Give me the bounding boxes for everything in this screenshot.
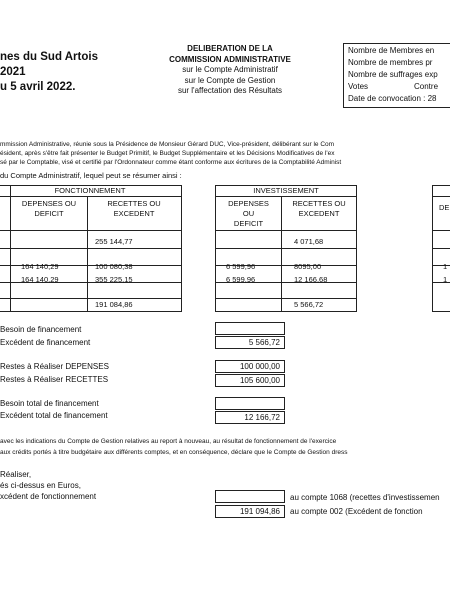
- excedent-total-label: Excédent total de financement: [0, 411, 108, 420]
- intro-line: ésident, après s'être fait présenter le Budget Primitif, le Budget Supplémentaire et les Décisions Modificatives de l'ex: [0, 150, 335, 157]
- investissement-table: [215, 185, 357, 312]
- title-line: sur le Compte de Gestion: [184, 75, 276, 85]
- members-present: Nombre de membres pr: [348, 58, 433, 67]
- rar-depenses-label: Restes à Réaliser DEPENSES: [0, 362, 109, 371]
- compte-1068-label: au compte 1068 (recettes d'investissemen: [290, 493, 440, 502]
- header-left-line: u 5 avril 2022.: [0, 81, 76, 93]
- rar-recettes-label: Restes à Réaliser RECETTES: [0, 375, 109, 384]
- table-cell: 8095,00: [294, 262, 322, 271]
- table-cell: 6 599,96: [226, 275, 256, 284]
- fonctionnement-title: FONCTIONNEMENT: [54, 186, 126, 195]
- ensemble-table-partial: [432, 185, 450, 312]
- investissement-col-depenses: DEPENSES OU DEFICIT: [228, 199, 269, 228]
- title-line: DELIBERATION DE LA: [187, 44, 273, 53]
- investissement-col-recettes: RECETTES OU EXCEDENT: [292, 199, 346, 218]
- votes-expressed: Nombre de suffrages exp: [348, 70, 438, 79]
- title-line: sur le Compte Administratif: [182, 65, 278, 74]
- rar-recettes-value: 105 600,00: [215, 374, 285, 387]
- members-total: Nombre de Membres en: [348, 46, 435, 55]
- affectation-line: Réaliser,: [0, 470, 32, 479]
- table-cell: 164 140,29: [21, 262, 59, 271]
- title-line: sur l'affectation des Résultats: [177, 86, 283, 95]
- table-cell: 355 225,15: [95, 275, 133, 284]
- table-cell: 1: [443, 275, 448, 284]
- compte-1068-box: [215, 490, 285, 503]
- conclusion-line: avec les indications du Compte de Gestion relatives au report à nouveau, au résultat de fonctionnement de l'exercice: [0, 438, 337, 445]
- table-cell: 1: [443, 262, 448, 271]
- summary-line: du Compte Administratif, lequel peut se résumer ainsi :: [0, 171, 182, 180]
- compte-002-label: au compte 002 (Excédent de fonction: [290, 507, 423, 516]
- excedent-financement-label: Excédent de financement: [0, 338, 91, 347]
- table-cell: 255 144,77: [95, 237, 133, 246]
- affectation-line: és ci-dessus en Euros,: [0, 481, 81, 490]
- table-cell: 12 166,68: [294, 275, 328, 284]
- conclusion-line: aux crédits portés à titre budgétaire aux différents comptes, et en conséquence, déclare que le Compte de Gestion dress: [0, 449, 348, 456]
- rar-depenses-value: 100 000,00: [215, 360, 285, 373]
- partial-header: DE: [439, 203, 450, 212]
- besoin-total-label: Besoin total de financement: [0, 399, 99, 408]
- deliberation-title-block: [150, 44, 310, 97]
- votes-label: Votes: [348, 82, 369, 91]
- investissement-title: INVESTISSEMENT: [253, 186, 319, 195]
- compte-002-value: 191 094,86: [215, 505, 285, 518]
- table-cell: 6 599,96: [226, 262, 256, 271]
- table-cell: 164 140,29: [21, 275, 59, 284]
- fonctionnement-col-depenses: DEPENSES OU DEFICIT: [21, 199, 77, 218]
- fonctionnement-col-recettes: RECETTES OU EXCEDENT: [107, 199, 161, 218]
- fonctionnement-table: [0, 185, 182, 312]
- affectation-line: xcédent de fonctionnement: [0, 492, 97, 501]
- table-cell: 191 084,86: [95, 300, 133, 309]
- besoin-total-box: [215, 397, 285, 410]
- header-left-line: 2021: [0, 66, 26, 78]
- meta-box: [343, 43, 450, 108]
- besoin-financement-box: [215, 322, 285, 335]
- table-cell: 100 080,38: [95, 262, 133, 271]
- excedent-total-value: 12 166,72: [215, 411, 285, 424]
- besoin-financement-label: Besoin de financement: [0, 325, 82, 334]
- intro-line: mmission Administrative, réunie sous la Présidence de Monsieur Gérard DUC, Vice-président, délibérant sur le Com: [0, 141, 335, 148]
- against-label: Contre: [414, 82, 439, 91]
- intro-line: sé par le Comptable, visé et certifié par l'Ordonnateur comme étant conforme aux écritures de la Comptabilité Administ: [0, 159, 342, 166]
- table-cell: 4 071,68: [294, 237, 324, 246]
- convocation-date: Date de convocation : 28: [348, 94, 437, 103]
- header-left-line: nes du Sud Artois: [0, 51, 98, 63]
- table-cell: 5 566,72: [294, 300, 324, 309]
- excedent-financement-value: 5 566,72: [215, 336, 285, 349]
- title-line: COMMISSION ADMINISTRATIVE: [169, 54, 291, 64]
- header-left-block: [0, 50, 98, 95]
